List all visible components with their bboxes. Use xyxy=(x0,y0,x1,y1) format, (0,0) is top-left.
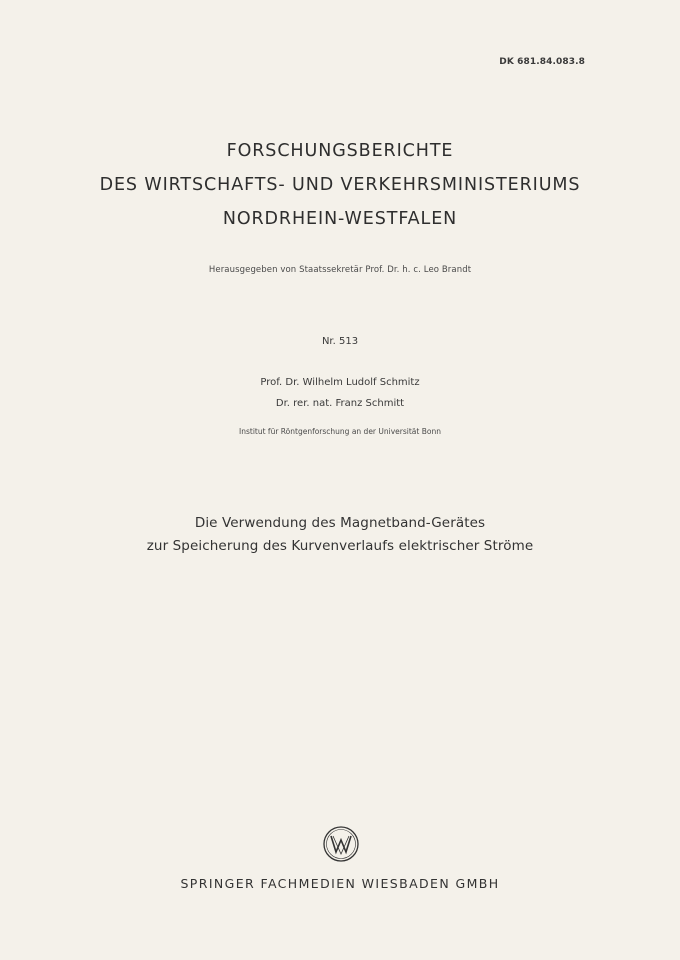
dk-classification-code: DK 681.84.083.8 xyxy=(499,57,585,67)
report-number: Nr. 513 xyxy=(321,336,359,347)
series-title xyxy=(0,134,680,236)
report-title-line-1: Die Verwendung des Magnetband-Gerätes xyxy=(194,515,486,531)
editor-line: Herausgegeben von Staatssekretär Prof. Dr. h. c. Leo Brandt xyxy=(208,265,472,275)
author-2: Dr. rer. nat. Franz Schmitt xyxy=(275,398,405,409)
series-title-line-1: FORSCHUNGSBERICHTE xyxy=(226,141,454,161)
publisher: SPRINGER FACHMEDIEN WIESBADEN GMBH xyxy=(180,876,500,891)
authors xyxy=(0,372,680,414)
institute: Institut für Röntgenforschung an der Universität Bonn xyxy=(239,427,441,436)
springer-vw-logo-icon xyxy=(322,825,360,863)
report-title-line-2: zur Speicherung des Kurvenverlaufs elektrischer Ströme xyxy=(146,538,534,554)
series-title-line-2: DES WIRTSCHAFTS- UND VERKEHRSMINISTERIUMS xyxy=(99,175,581,195)
series-title-line-3: NORDRHEIN-WESTFALEN xyxy=(222,209,458,229)
author-1: Prof. Dr. Wilhelm Ludolf Schmitz xyxy=(260,377,420,388)
report-title xyxy=(0,512,680,558)
